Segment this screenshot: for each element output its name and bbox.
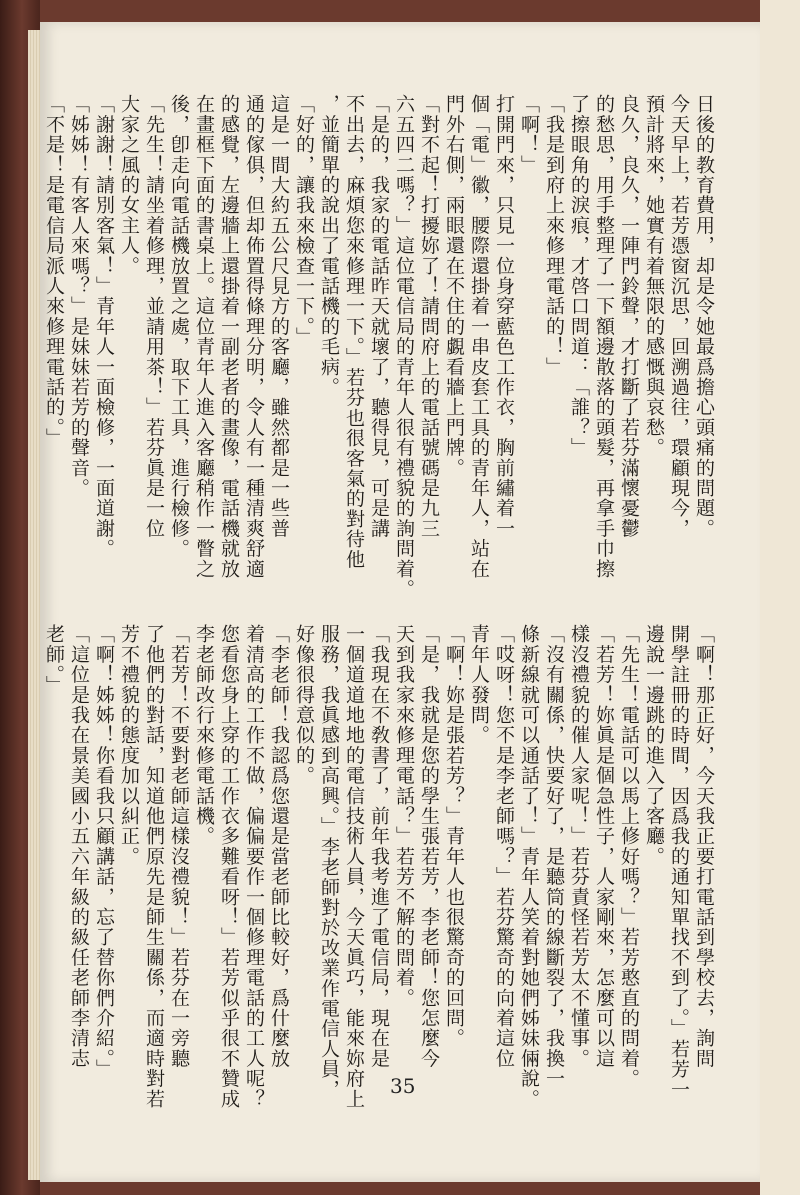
text-column: 「啊！姊姊！你看我只顧講話，忘了替你們介紹。」 bbox=[93, 624, 115, 1080]
page-number: 35 bbox=[390, 1074, 416, 1098]
book-page bbox=[40, 22, 760, 1182]
text-column: 開學註冊的時間，因爲我的通知單找不到了。」若芳一 bbox=[668, 624, 690, 1100]
text-column: 「我是到府上來修理電話的！」 bbox=[543, 94, 565, 377]
text-column: ，並簡單的說出了電話機的毛病。 bbox=[318, 94, 340, 397]
text-column: 不出去，麻煩您來修理一下。」若芬也很客氣的對待他 bbox=[343, 94, 365, 570]
text-column: 「對不起！打擾妳了！請問府上的電話號碼是九三 bbox=[418, 94, 440, 539]
text-column: 這是一間大約五公尺見方的客廳，雖然都是一些普 bbox=[268, 94, 290, 539]
text-column: 芳不禮貌的態度加以糾正。 bbox=[118, 624, 140, 867]
text-column: 日後的教育費用，却是令她最爲擔心頭痛的問題。 bbox=[693, 94, 715, 539]
text-column: 的愁思，用手整理了一下額邊散落的頭髮，再拿手巾擦 bbox=[593, 94, 615, 579]
text-column: 「先生！電話可以馬上修好嗎？」若芳憨直的問着。 bbox=[618, 624, 640, 1089]
text-column: 「若芳！不要對老師這樣沒禮貌！」若芬在一旁聽 bbox=[168, 624, 190, 1069]
text-column: 打開門來，只見一位身穿藍色工作衣，胸前繡着一 bbox=[493, 94, 515, 539]
text-column: 良久，良久，一陣門鈴聲，才打斷了若芬滿懷憂鬱 bbox=[618, 94, 640, 539]
text-column: 預計將來，她實有着無限的感慨與哀愁。 bbox=[643, 94, 665, 458]
text-column: 「這位是我在景美國小五六年級的級任老師李清志 bbox=[68, 624, 90, 1069]
text-column: 好像很得意似的。 bbox=[293, 624, 315, 786]
text-column: 六五四二嗎？」這位電信局的青年人很有禮貌的詢問着。 bbox=[393, 94, 415, 599]
text-column: 了他們的對話，知道他們原先是師生關係，而適時對若 bbox=[143, 624, 165, 1109]
text-column: 個「電」徽，腰際還掛着一串皮套工具的青年人，站在 bbox=[468, 94, 490, 579]
text-column: 天到我家來修理電話？」若芳不解的問着。 bbox=[393, 624, 415, 1008]
text-column: 「李老師！我認爲您還是當老師比較好，爲什麼放 bbox=[268, 624, 290, 1069]
text-column: 一個道道地地的電信技術人員，今天眞巧，能來妳府上 bbox=[343, 624, 365, 1109]
text-column: 「不是！是電信局派人來修理電話的。」 bbox=[43, 94, 65, 449]
text-column: 「姊姊！有客人來嗎？」是妹妹若芳的聲音。 bbox=[68, 94, 90, 498]
text-column: 「沒有關係，快要好了，是聽筒的線斷裂了，我換一 bbox=[543, 624, 565, 1089]
text-column: 門外右側，兩眼還在不住的覷看牆上門牌。 bbox=[443, 94, 465, 478]
text-column: 「我現在不敎書了，前年我考進了電信局，現在是 bbox=[368, 624, 390, 1069]
next-page-edge bbox=[760, 0, 800, 1195]
text-column: 「若芳！妳眞是個急性子，人家剛來，怎麼可以這 bbox=[593, 624, 615, 1069]
text-column: 的感覺，左邊牆上還掛着一副老者的畫像，電話機就放 bbox=[218, 94, 240, 579]
text-column: 在畫框下面的書桌上。這位青年人進入客廳稍作一瞥之 bbox=[193, 94, 215, 579]
text-column: 「啊！」 bbox=[518, 94, 540, 175]
text-column: 李老師改行來修電話機。 bbox=[193, 624, 215, 847]
text-column: 「是，我就是您的學生張若芳，李老師！您怎麼今 bbox=[418, 624, 440, 1069]
text-column: 服務，我眞感到高興。」李老師對於改業作電信人員， bbox=[318, 624, 340, 1100]
text-column: 「好的，讓我來檢查一下。」 bbox=[293, 94, 315, 348]
text-column: 「謝謝！請別客氣！」青年人一面檢修，一面道謝。 bbox=[93, 94, 115, 559]
text-column: 了擦眼角的淚痕，才啓口問道：「誰？」 bbox=[568, 94, 590, 458]
text-column: 「哎呀！您不是李老師嗎？」若芬驚奇的向着這位 bbox=[493, 624, 515, 1069]
text-column: 後，卽走向電話機放置之處，取下工具，進行檢修。 bbox=[168, 94, 190, 559]
text-column: 通的傢俱，但却佈置得條理分明，令人有一種清爽舒適 bbox=[243, 94, 265, 579]
text-column: 老師。」 bbox=[43, 624, 65, 696]
text-column: 條新線就可以通話了！」青年人笑着對她們姊妹倆說。 bbox=[518, 624, 540, 1109]
text-column: 大家之風的女主人。 bbox=[118, 94, 140, 276]
text-column: 樣沒禮貌的催人家呢！」若芬責怪若芳太不懂事。 bbox=[568, 624, 590, 1069]
top-text-block bbox=[41, 94, 716, 624]
text-column: 今天早上，若芳憑窗沉思，回溯過往，環顧現今， bbox=[668, 94, 690, 539]
text-column: 邊說一邊跳的進入了客廳。 bbox=[643, 624, 665, 867]
text-column: 「啊！妳是張若芳？」青年人也很驚奇的回問。 bbox=[443, 624, 465, 1049]
text-column: 「啊！那正好，今天我正要打電話到學校去，詢問 bbox=[693, 624, 715, 1069]
text-column: 「先生！請坐着修理，並請用茶！」若芬眞是一位 bbox=[143, 94, 165, 539]
text-column: 您看您身上穿的工作衣多難看呀！」若芳似乎很不贊成 bbox=[218, 624, 240, 1109]
text-column: 「是的，我家的電話昨天就壞了，聽得見，可是講 bbox=[368, 94, 390, 539]
text-column: 青年人發問。 bbox=[468, 624, 490, 746]
text-column: 着清高的工作不做，偏偏要作一個修理電話的工人呢？ bbox=[243, 624, 265, 1109]
